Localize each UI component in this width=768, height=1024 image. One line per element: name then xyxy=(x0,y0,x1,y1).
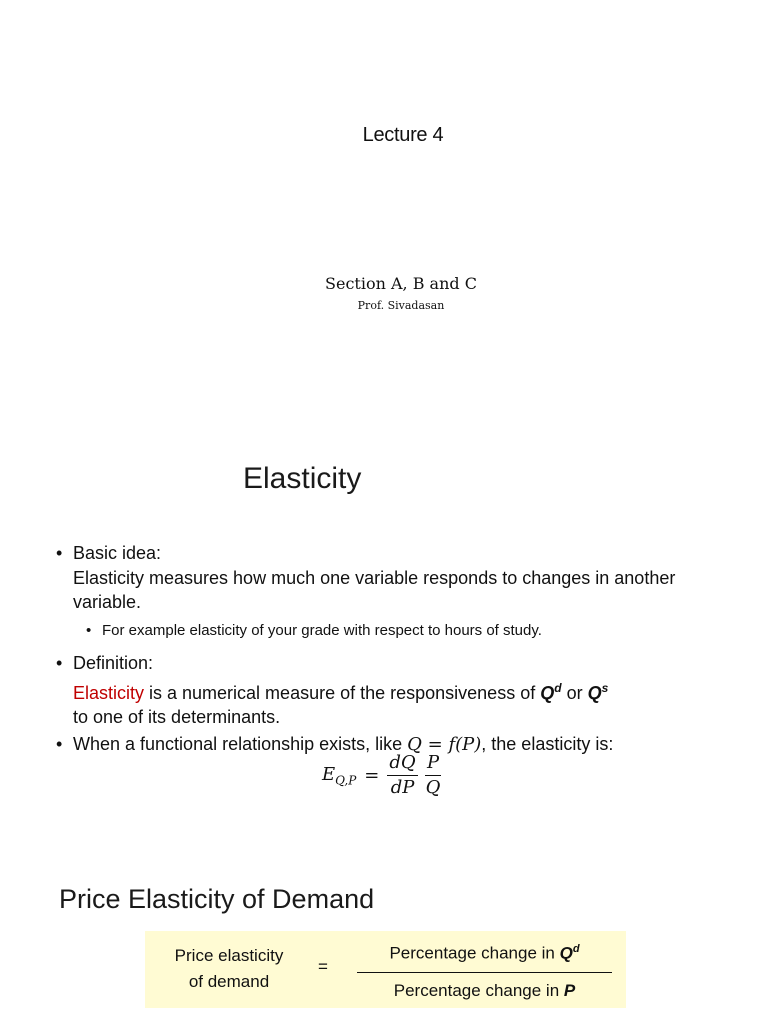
sub-bullet-text: For example elasticity of your grade with respect to hours of study. xyxy=(102,622,542,639)
formula-fraction-dq-dp xyxy=(387,752,417,799)
bullet-basic-idea xyxy=(56,541,756,615)
or-word: or xyxy=(561,682,588,703)
elasticity-heading: Elasticity xyxy=(243,462,362,495)
functional-relationship: Q = f(P) xyxy=(407,734,482,755)
formula-equals: = xyxy=(318,957,328,976)
definition-term: Elasticity xyxy=(73,682,145,703)
formula-fraction-p-q xyxy=(424,752,443,799)
functional-text: When a functional relationship exists, like xyxy=(73,734,408,754)
definition-text: is a numerical measure of the responsiveness of xyxy=(144,682,541,703)
var-qd: $Q^d$ xyxy=(540,680,562,703)
professor-name: Prof. Sivadasan xyxy=(357,299,445,312)
bullet-label: Basic idea: xyxy=(73,543,162,563)
formula-left-label: Price elasticity of demand xyxy=(174,946,284,991)
bullet-mark: • xyxy=(86,622,92,639)
fraction-numerator: P xyxy=(425,752,441,776)
price-elasticity-formula-box xyxy=(145,931,626,1008)
price-elasticity-heading: Price Elasticity of Demand xyxy=(59,884,375,914)
formula-lhs: $E_{Q,P}$ xyxy=(322,763,357,788)
fraction-denominator: dP xyxy=(390,777,415,798)
bullet-body: Elasticity measures how much one variable responds to changes in another variable. xyxy=(73,567,676,612)
section-subtitle: Section A, B and C xyxy=(325,274,477,293)
var-qs: $Q^s$ xyxy=(587,680,609,703)
fraction-denominator: Q xyxy=(425,777,441,798)
definition-tail: to one of its determinants. xyxy=(73,707,281,727)
bullet-mark: • xyxy=(56,734,63,754)
bullet-label: Definition: xyxy=(73,653,154,673)
definition-line xyxy=(73,676,756,706)
sub-bullet-example xyxy=(86,621,542,641)
elasticity-formula xyxy=(322,752,448,799)
formula-fraction xyxy=(357,935,612,1005)
lecture-title: Lecture 4 xyxy=(362,124,444,146)
bullet-definition xyxy=(56,651,756,730)
bullet-mark: • xyxy=(56,543,63,563)
fraction-numerator: Percentage change in $Q^d$ xyxy=(357,935,612,973)
formula-equals: = xyxy=(364,765,380,786)
fraction-numerator: dQ xyxy=(387,752,417,776)
bullet-mark: • xyxy=(56,653,63,673)
fraction-denominator: Percentage change in P xyxy=(393,980,576,1000)
functional-tail: , the elasticity is: xyxy=(481,734,614,754)
